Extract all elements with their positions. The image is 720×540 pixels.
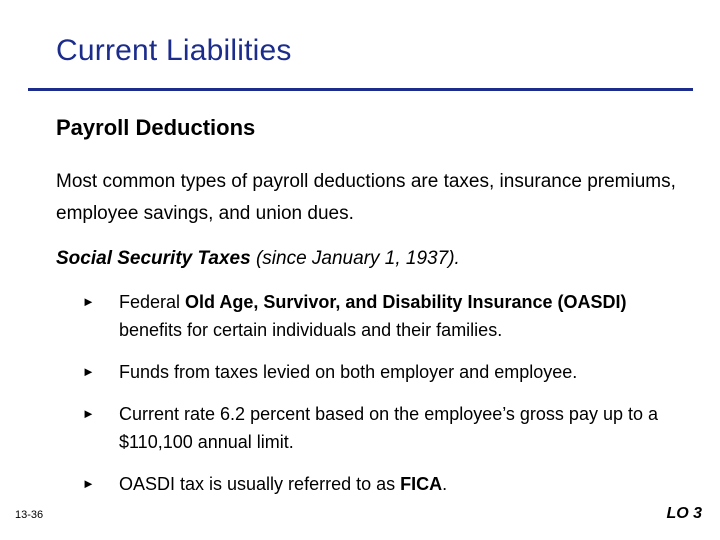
intro-paragraph: Most common types of payroll deductions are taxes, insurance premiums, employee savings, and union dues. — [56, 171, 676, 224]
bullet-arrow-icon: ► — [82, 406, 95, 421]
bullet-post: benefits for certain individuals and their families. — [119, 320, 503, 340]
bullet-arrow-icon: ► — [82, 476, 95, 491]
learning-objective-tag: LO 3 — [666, 505, 702, 522]
bullet-text: Funds from taxes levied on both employer and employee. — [119, 362, 578, 382]
bullet-bold: Old Age, Survivor, and Disability Insurance (OASDI) — [185, 292, 627, 312]
bullet-text — [119, 470, 682, 498]
bullet-item — [82, 470, 682, 498]
bullet-text: Current rate 6.2 percent based on the employee’s gross pay up to a $110,100 annual limit. — [119, 404, 658, 452]
bullet-post: . — [442, 474, 448, 494]
title-rule — [28, 88, 693, 91]
bullet-arrow-icon: ► — [82, 364, 95, 379]
bullet-item — [82, 400, 682, 456]
slide-number: 13-36 — [15, 509, 44, 521]
section-subtitle: Payroll Deductions — [56, 115, 256, 140]
bullet-pre: Federal — [119, 292, 186, 312]
bullet-bold: FICA — [400, 474, 443, 494]
social-security-heading — [56, 248, 460, 270]
bullet-pre: OASDI tax is usually referred to as — [119, 474, 401, 494]
slide-title: Current Liabilities — [56, 34, 292, 67]
bullet-item — [82, 288, 682, 344]
ss-heading-bold: Social Security Taxes — [56, 248, 251, 269]
bullet-text — [119, 288, 682, 344]
bullet-arrow-icon: ► — [82, 294, 95, 309]
bullet-item — [82, 358, 682, 386]
bullet-list — [82, 288, 682, 512]
ss-heading-rest: (since January 1, 1937). — [250, 248, 460, 269]
